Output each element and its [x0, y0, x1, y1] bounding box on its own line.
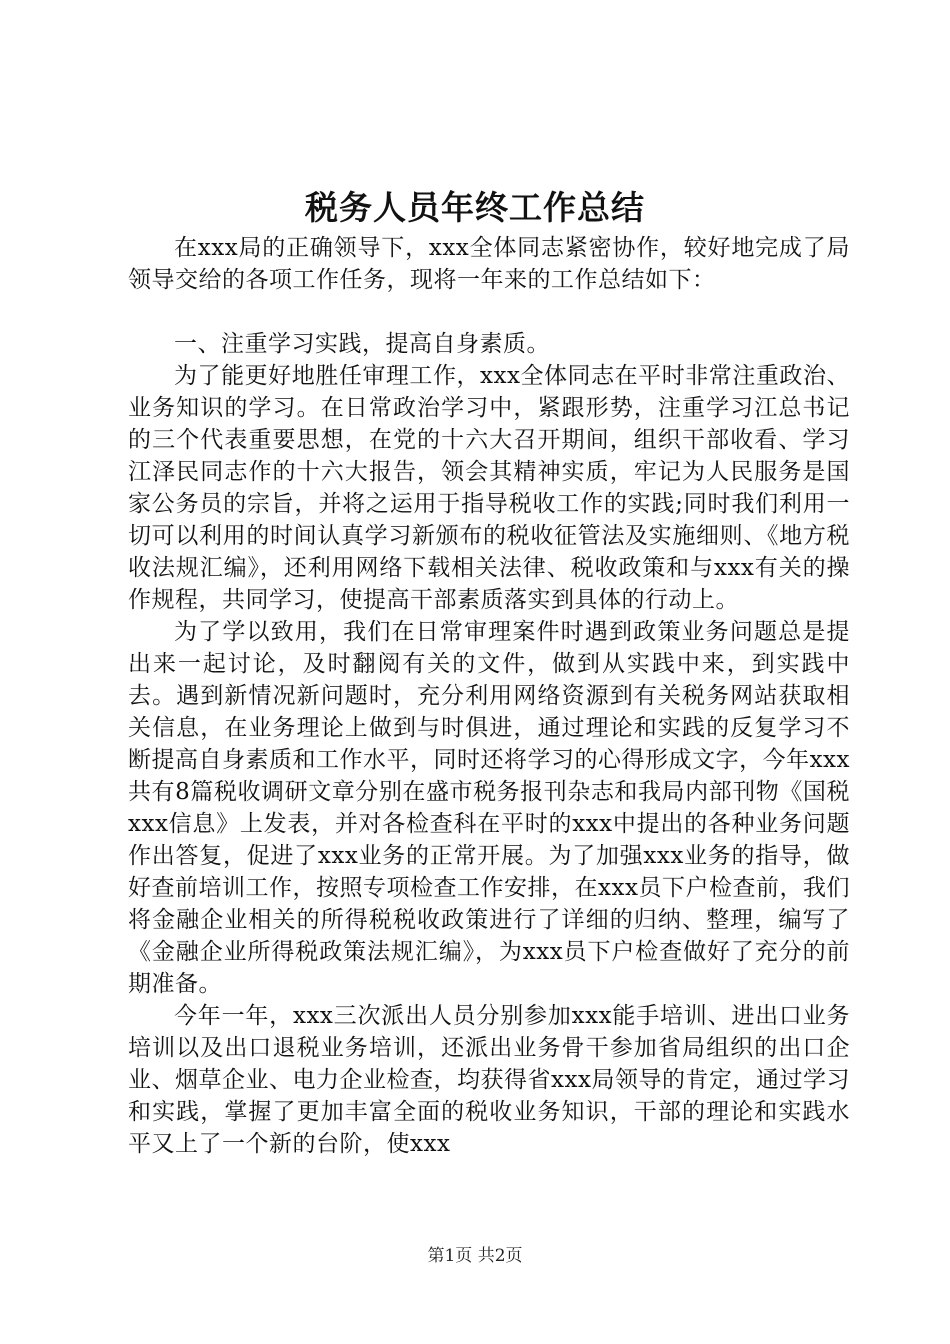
- intro-paragraph: 在xxx局的正确领导下，xxx全体同志紧密协作，较好地完成了局领导交给的各项工作任务，现将一年来的工作总结如下：: [128, 235, 850, 293]
- document-body: [128, 232, 850, 1160]
- body-paragraph: 为了学以致用，我们在日常审理案件时遇到政策业务问题总是提出来一起讨论，及时翻阅有关的文件，做到从实践中来，到实践中去。遇到新情况新问题时，充分利用网络资源到有关税务网站获取相关信息，在业务理论上做到与时俱进，通过理论和实践的反复学习不断提高自身素质和工作水平，同时还将学习的心得形成文字，今年xxx共有8篇税收调研文章分别在盛市税务报刊杂志和我局内部刊物《国税xxx信息》上发表，并对各检查科在平时的xxx中提出的各种业务问题作出答复，促进了xxx业务的正常开展。为了加强xxx业务的指导，做好查前培训工作，按照专项检查工作安排，在xxx员下户检查前，我们将金融企业相关的所得税税收政策进行了详细的归纳、整理，编写了《金融企业所得税政策法规汇编》，为xxx员下户检查做好了充分的前期准备。: [128, 619, 850, 997]
- page-number: 第1页 共2页: [427, 1246, 523, 1266]
- document-title: 税务人员年终工作总结: [305, 188, 645, 227]
- body-paragraph: 为了能更好地胜任审理工作，xxx全体同志在平时非常注重政治、业务知识的学习。在日常政治学习中，紧跟形势，注重学习江总书记的三个代表重要思想，在党的十六大召开期间，组织干部收看、学习江泽民同志作的十六大报告，领会其精神实质，牢记为人民服务是国家公务员的宗旨，并将之运用于指导税收工作的实践;同时我们利用一切可以利用的时间认真学习新颁布的税收征管法及实施细则、《地方税收法规汇编》，还利用网络下载相关法律、税收政策和与xxx有关的操作规程，共同学习，使提高干部素质落实到具体的行动上。: [128, 363, 850, 613]
- section-heading: 一、注重学习实践，提高自身素质。: [174, 331, 550, 357]
- body-paragraph: 今年一年，xxx三次派出人员分别参加xxx能手培训、进出口业务培训以及出口退税业务培训，还派出业务骨干参加省局组织的出口企业、烟草企业、电力企业检查，均获得省xxx局领导的肯定，通过学习和实践，掌握了更加丰富全面的税收业务知识，干部的理论和实践水平又上了一个新的台阶，使xxx: [128, 1003, 850, 1157]
